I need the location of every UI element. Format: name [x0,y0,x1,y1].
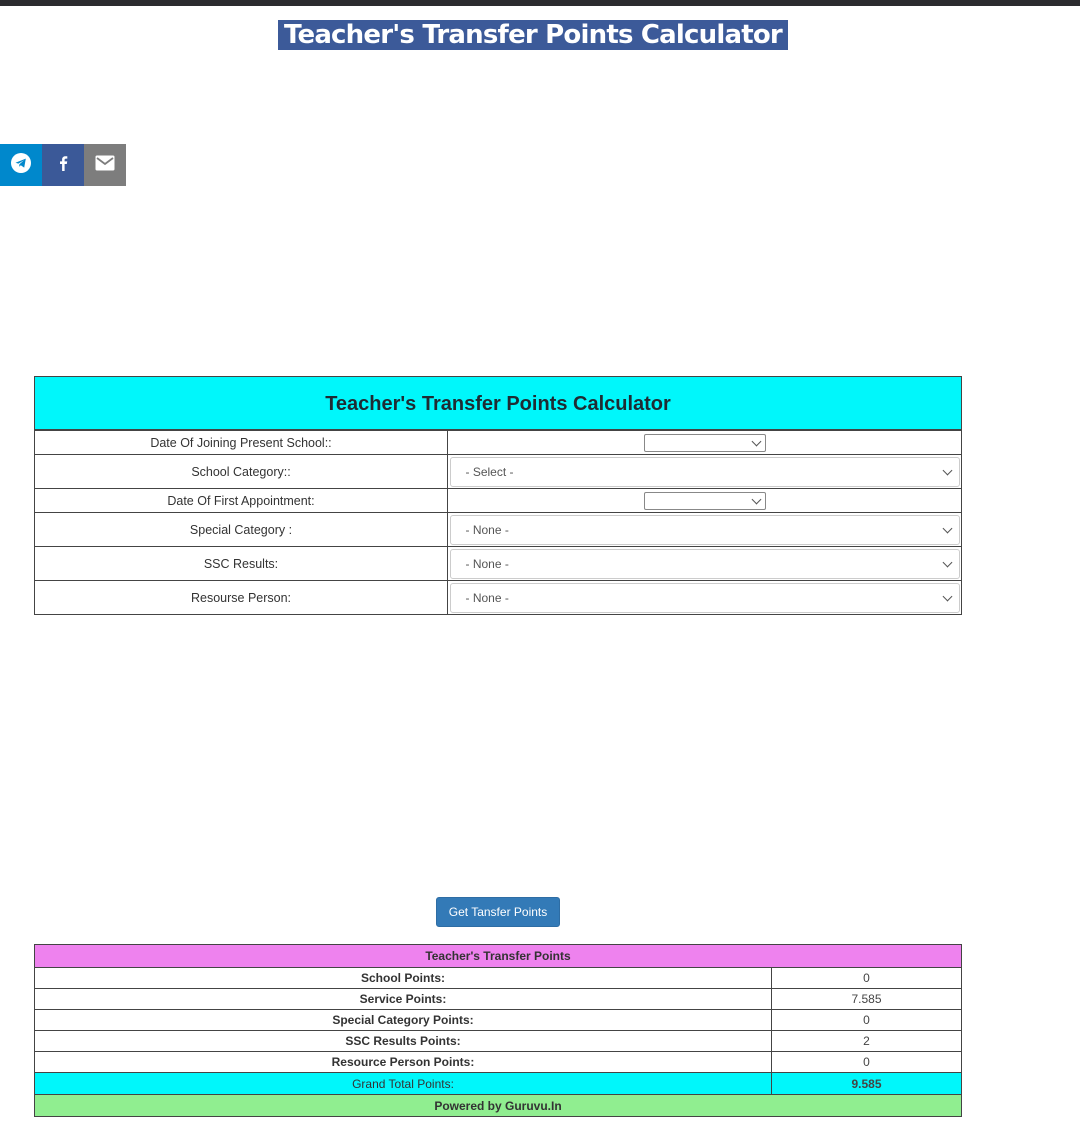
select-value: - None - [465,590,509,605]
resource-person-select[interactable] [450,583,960,613]
field-label: Resourse Person: [35,581,448,614]
grand-total-label: Grand Total Points: [35,1073,772,1095]
first-appointment-date-select[interactable] [644,492,766,510]
row-label: Service Points: [35,989,772,1010]
calculator-form [34,376,962,615]
row-label: School Points: [35,968,772,989]
get-transfer-points-button[interactable]: Get Tansfer Points [436,897,560,927]
select-value: - None - [465,556,509,571]
row-value: 0 [772,968,962,989]
field-label: Date Of First Appointment: [35,489,448,512]
form-row-first-appointment [35,488,961,512]
chevron-down-icon [942,465,952,475]
special-category-select[interactable] [450,515,960,545]
share-bar [0,144,126,186]
calculator-heading: Teacher's Transfer Points Calculator [35,377,961,430]
chevron-down-icon [751,436,761,446]
row-value: 2 [772,1031,962,1052]
form-row-resource-person [35,580,961,614]
table-row [35,1031,962,1052]
row-label: SSC Results Points: [35,1031,772,1052]
form-row-joining-date [35,430,961,454]
select-value: - Select - [465,464,514,479]
form-row-special-category [35,512,961,546]
field-label: Date Of Joining Present School:: [35,431,448,454]
page-title: Teacher's Transfer Points Calculator [278,20,788,50]
table-row [35,1010,962,1031]
facebook-icon [56,154,70,177]
joining-date-select[interactable] [644,434,766,452]
grand-total-row [35,1073,962,1095]
table-row [35,989,962,1010]
row-label: Resource Person Points: [35,1052,772,1073]
top-bar [0,0,1080,6]
select-value: - None - [465,522,509,537]
row-value: 7.585 [772,989,962,1010]
school-category-select[interactable] [450,457,960,487]
row-label: Special Category Points: [35,1010,772,1031]
ssc-results-select[interactable] [450,549,960,579]
field-label: SSC Results: [35,547,448,580]
field-label: Special Category : [35,513,448,546]
table-row [35,968,962,989]
field-label: School Category:: [35,455,448,488]
chevron-down-icon [942,523,952,533]
table-row [35,1052,962,1073]
results-heading: Teacher's Transfer Points [35,945,962,968]
footer-row [35,1095,962,1117]
telegram-share-button[interactable] [0,144,42,186]
results-table [34,944,962,1117]
grand-total-value: 9.585 [772,1073,962,1095]
chevron-down-icon [942,591,952,601]
powered-by-text: Powered by Guruvu.In [35,1095,962,1117]
form-row-school-category [35,454,961,488]
telegram-icon [10,152,32,179]
chevron-down-icon [751,494,761,504]
row-value: 0 [772,1052,962,1073]
chevron-down-icon [942,557,952,567]
form-row-ssc-results [35,546,961,580]
email-share-button[interactable] [84,144,126,186]
row-value: 0 [772,1010,962,1031]
facebook-share-button[interactable] [42,144,84,186]
email-icon [95,155,115,176]
